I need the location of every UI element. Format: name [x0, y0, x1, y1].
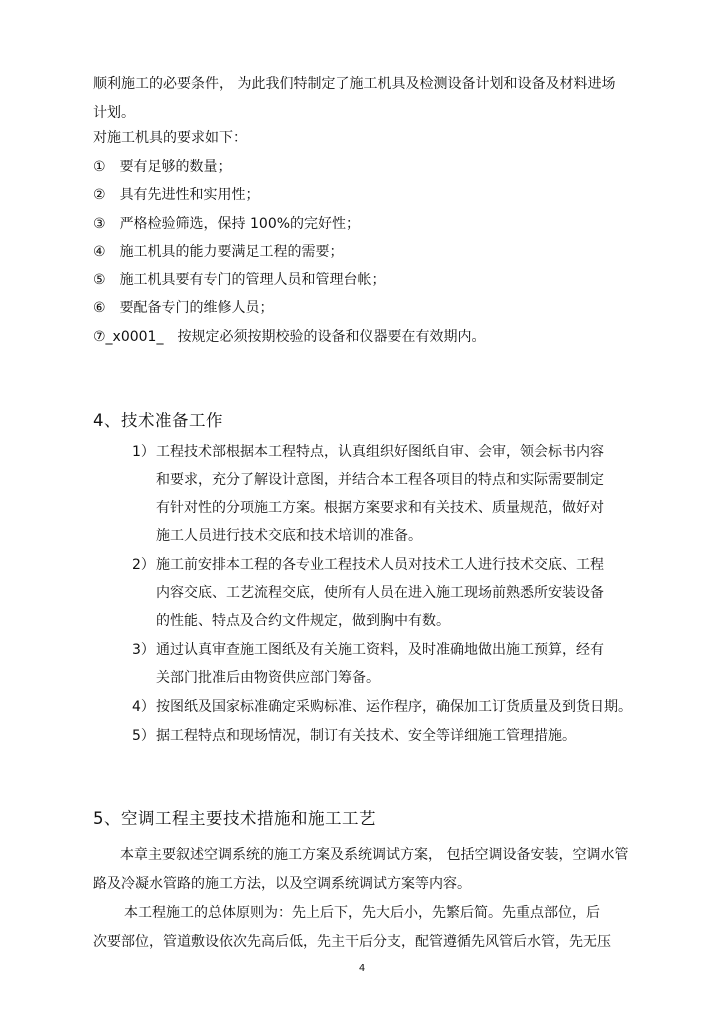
paragraph-line: 路及冷凝水管路的施工方法，以及空调系统调试方案等内容。: [93, 876, 471, 892]
list-text: 具有先进性和实用性；: [119, 187, 260, 203]
paragraph-line: 计划。: [93, 105, 135, 121]
item-number: 5）: [132, 728, 155, 744]
list-item: [93, 158, 232, 176]
item-number: 3）: [132, 642, 155, 658]
list-text: 严格检验筛选，保持 100%的完好性；: [119, 216, 361, 232]
section-heading: 4、技术准备工作: [93, 411, 223, 430]
page-number: 4: [358, 963, 366, 974]
item-line: 施工人员进行技术交底和技术培训的准备。: [156, 528, 422, 544]
list-item: [93, 299, 274, 317]
paragraph-line: 顺利施工的必要条件， 为此我们特制定了施工机具及检测设备计划和设备及材料进场: [93, 76, 616, 92]
list-number: ⑤: [93, 272, 106, 288]
list-item: [93, 243, 344, 261]
list-number: ①: [93, 159, 106, 175]
item-line: 的性能、特点及合约文件规定，做到胸中有数。: [156, 613, 450, 629]
item-number: 1）: [132, 444, 155, 460]
item-line: 按图纸及国家标准确定采购标准、运作程序，确保加工订货质量及到货日期。: [156, 699, 632, 715]
list-number: ⑦_x0001_: [93, 329, 164, 345]
list-number: ④: [93, 244, 106, 260]
item-line: 施工前安排本工程的各专业工程技术人员对技术工人进行技术交底、工程: [156, 557, 604, 573]
list-text: 要配备专门的维修人员；: [119, 300, 274, 316]
list-text: 施工机具的能力要满足工程的需要；: [119, 244, 344, 260]
list-number: ③: [93, 216, 106, 232]
item-line: 据工程特点和现场情况，制订有关技术、安全等详细施工管理措施。: [156, 728, 576, 744]
item-line: 有针对性的分项施工方案。根据方案要求和有关技术、质量规范，做好对: [156, 500, 604, 516]
item-number: 2）: [132, 557, 155, 573]
section-heading: 5、空调工程主要技术措施和施工工艺: [93, 809, 376, 828]
paragraph-line: 本章主要叙述空调系统的施工方案及系统调试方案， 包括空调设备安装，空调水管: [120, 847, 629, 863]
item-line: 工程技术部根据本工程特点，认真组织好图纸自审、会审，领会标书内容: [156, 444, 604, 460]
list-item: [93, 186, 260, 204]
item-line: 内容交底、工艺流程交底，使所有人员在进入施工现场前熟悉所安装设备: [156, 585, 604, 601]
paragraph-line: 本工程施工的总体原则为：先上后下，先大后小，先繁后简。先重点部位，后: [124, 905, 600, 921]
list-text: 按规定必须按期校验的设备和仪器要在有效期内。: [177, 329, 486, 345]
item-line: 通过认真审查施工图纸及有关施工资料，及时准确地做出施工预算，经有: [156, 642, 604, 658]
list-number: ②: [93, 187, 106, 203]
item-number: 4）: [132, 699, 155, 715]
list-number: ⑥: [93, 300, 106, 316]
list-item: [93, 215, 360, 233]
item-line: 关部门批准后由物资供应部门筹备。: [156, 670, 380, 686]
list-text: 要有足够的数量；: [119, 159, 232, 175]
item-line: 和要求，充分了解设计意图，并结合本工程各项目的特点和实际需要制定: [156, 472, 604, 488]
list-text: 施工机具要有专门的管理人员和管理台帐；: [119, 272, 386, 288]
requirements-intro: 对施工机具的要求如下：: [93, 130, 247, 146]
paragraph-line: 次要部位，管道敷设依次先高后低，先主干后分支，配管遵循先风管后水管，先无压: [93, 934, 611, 950]
list-item: [93, 328, 485, 346]
list-item: [93, 271, 386, 289]
